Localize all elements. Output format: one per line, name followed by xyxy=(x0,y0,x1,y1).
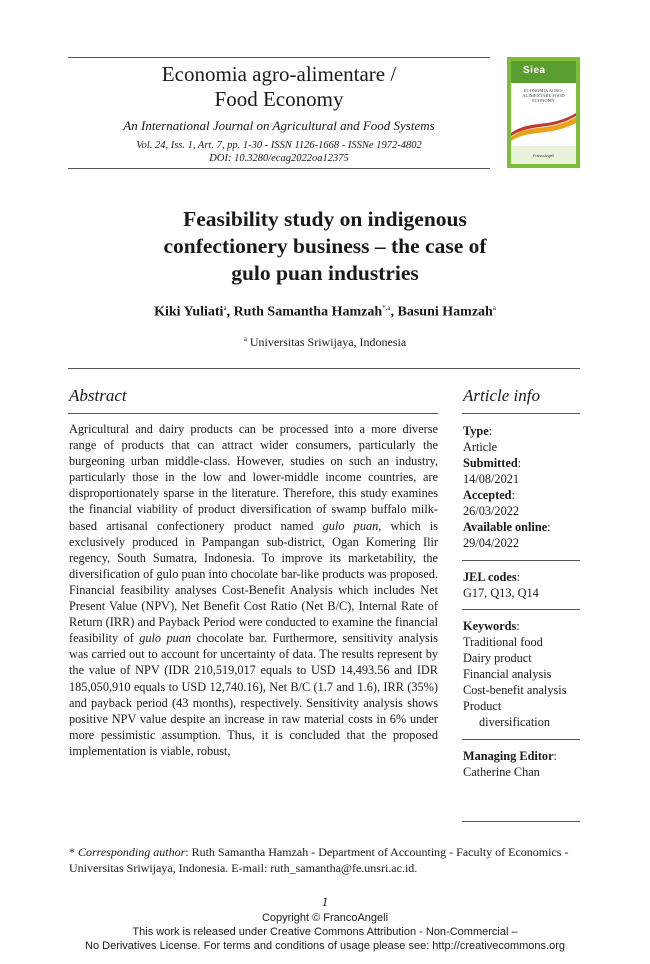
keywords-block: Keywords: Traditional food Dairy product Financial analysis Cost-benefit analysis Product diversification xyxy=(463,618,581,730)
info-label: Managing Editor xyxy=(463,749,554,763)
author-sup: a xyxy=(223,304,227,312)
paper-title xyxy=(100,206,550,287)
author-name: Ruth Samantha Hamzah xyxy=(233,304,383,320)
journal-title xyxy=(68,62,490,112)
abstract-heading: Abstract xyxy=(69,386,127,405)
info-heading-rule xyxy=(462,413,580,414)
info-label: Keywords xyxy=(463,619,517,633)
journal-volume-info xyxy=(68,139,490,165)
editor-block: Managing Editor: Catherine Chan xyxy=(463,748,581,780)
volume-line: Vol. 24, Iss. 1, Art. 7, pp. 1-30 - ISSN 1126-1668 - ISSNe 1972-4802 xyxy=(136,140,422,151)
footnote-label: Corresponding author xyxy=(78,845,186,859)
author-sup: *,a xyxy=(382,304,391,312)
footnote-marker: * xyxy=(69,845,75,859)
keyword: Traditional food xyxy=(463,635,543,649)
info-divider xyxy=(462,739,580,740)
affiliation-text: Universitas Sriwijaya, Indonesia xyxy=(249,335,407,349)
journal-title-line2: Food Economy xyxy=(214,87,344,111)
license-line: No Derivatives License. For terms and conditions of usage please see: http://creativecommons.org xyxy=(85,940,565,952)
author-list: Kiki Yuliati$^a$, Ruth Samantha Hamzah$^{*,a}$, Basuni Hamzah$^a$ xyxy=(154,304,496,320)
info-label: Submitted xyxy=(463,456,518,470)
abstract-heading-rule xyxy=(68,413,438,414)
info-divider xyxy=(462,609,580,610)
info-value: Catherine Chan xyxy=(463,765,540,779)
header-bottom-rule xyxy=(68,168,490,169)
info-divider xyxy=(462,560,580,561)
footnote-text: : Ruth Samantha Hamzah - Department of Accounting - Faculty of Economics - Universitas Sriwijaya, Indonesia. E-mail: ruth_samantha@fe.unsri.ac.id. xyxy=(69,845,569,875)
keyword: Cost-benefit analysis xyxy=(463,683,567,697)
info-value: 26/03/2022 xyxy=(463,504,520,518)
cover-logo: Siea xyxy=(523,65,546,76)
jel-codes-block: JEL codes: G17, Q13, Q14 xyxy=(463,569,581,601)
paper-title-line2: confectionery business – the case of xyxy=(163,234,487,258)
doi-line: DOI: 10.3280/ecag2022oa12375 xyxy=(209,153,349,164)
copyright-line: Copyright © FrancoAngeli xyxy=(261,912,389,924)
info-bottom-rule xyxy=(462,821,580,822)
article-info-heading: Article info xyxy=(463,386,540,405)
affiliation-sup: a xyxy=(243,335,247,343)
info-label: Accepted xyxy=(463,488,512,502)
author-name: Kiki Yuliati xyxy=(154,304,224,320)
paper-title-line1: Feasibility study on indigenous xyxy=(183,207,467,231)
abstract-part3: chocolate bar. Furthermore, sensitivity analysis was carried out to account for uncertainty of data. The results represent by the value of NPV (IDR 210,519,017 equals to USD 14,493.56 and IDR 185,050,910 equals to USD 12,740.16), Net B/C (1.7 and 1.6), IRR (35%) and payback period (43 months), respectively. Sensitivity analysis shows positive NPV value despite an increase in raw material costs in 6% under more pessimistic assumption. Thus, it is concluded that the proposed implementation is viable, robust, xyxy=(69,631,438,758)
license-line: This work is released under Creative Commons Attribution - Non-Commercial – xyxy=(132,926,518,938)
header-top-rule xyxy=(68,57,490,58)
cover-publisher: FrancoAngeli xyxy=(533,154,554,158)
author-sup: a xyxy=(492,304,496,312)
journal-cover-image xyxy=(507,57,580,168)
info-label: Type xyxy=(463,424,489,438)
cover-wave-graphic xyxy=(511,111,576,141)
abstract-part1: Agricultural and dairy products can be processed into a more diverse range of products that can attract wider consumers, particularly the burgeoning urban middle-class. However, studies on such an industry, particularly those in the low and lower-middle income countries, are disproportionately sparse in the literature. Therefore, this study examines the financial viability of product diversification of swamp buffalo milk-based artisanal confectionery product named xyxy=(69,422,438,533)
author-name: Basuni Hamzah xyxy=(397,304,493,320)
page-number: 1 xyxy=(321,894,329,909)
cover-title: ECONOMIA AGRO-ALIMENTARE FOOD ECONOMY xyxy=(522,88,565,103)
corresponding-author-footnote xyxy=(69,845,581,876)
keyword: Product xyxy=(463,699,502,713)
affiliation xyxy=(60,335,590,350)
keyword: Dairy product xyxy=(463,651,532,665)
cover-page xyxy=(511,61,576,164)
section-top-rule xyxy=(68,368,580,369)
info-value: G17, Q13, Q14 xyxy=(463,586,539,600)
paper-title-line3: gulo puan industries xyxy=(231,261,419,285)
journal-title-line1: Economia agro-alimentare / xyxy=(161,62,397,86)
abstract-emphasis: gulo puan xyxy=(322,518,379,533)
cover-header-band xyxy=(511,61,576,83)
info-label: Available online xyxy=(463,520,548,534)
abstract-emphasis: gulo puan xyxy=(139,631,192,646)
info-value: 29/04/2022 xyxy=(463,536,520,550)
abstract-part2: , which is exclusively produced in Pampangan sub-district, Ogan Komering Ilir regency, South Sumatra, Indonesia. To improve its marketability, the diversification of gulo puan into chocolate bar-like products was proposed. Financial feasibility analyses Cost-Benefit Analysis which includes Net Present Value (NPV), Net Benefit Cost Ratio (Net B/C), Internal Rate of Return (IRR) and Payback Period were conducted to examine the financial feasibility of xyxy=(69,518,439,646)
article-dates-block: Type: Article Submitted: 14/08/2021 Accepted: 26/03/2022 Available online: 29/04/2022 xyxy=(463,423,581,551)
keyword: diversification xyxy=(479,715,551,729)
abstract-body xyxy=(69,421,438,759)
info-value: Article xyxy=(463,440,498,454)
info-label: JEL codes xyxy=(463,570,517,584)
keyword: Financial analysis xyxy=(463,667,552,681)
info-value: 14/08/2021 xyxy=(463,472,520,486)
journal-subtitle: An International Journal on Agricultural and Food Systems xyxy=(123,118,435,133)
